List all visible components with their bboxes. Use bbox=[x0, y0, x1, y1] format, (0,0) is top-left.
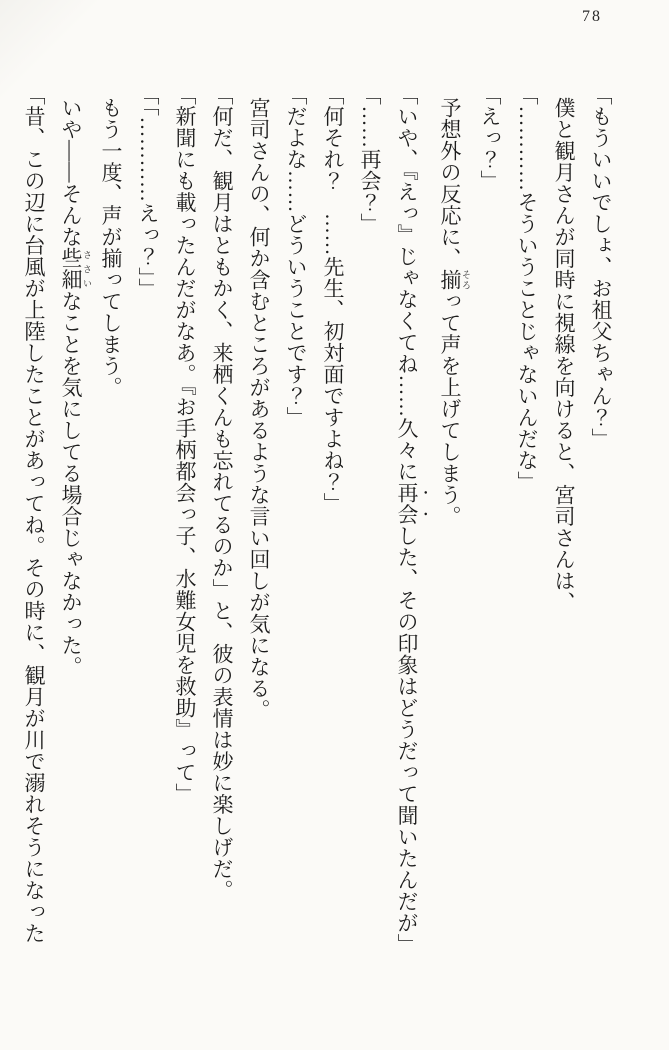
ruby-annotated-text: 些細 ささい bbox=[59, 247, 92, 291]
paragraph: もう一度、声が揃ってしまう。 bbox=[99, 96, 123, 398]
paragraph: 予想外の反応に、揃 そろって声を上げてしまう。 bbox=[438, 96, 471, 527]
paragraph: 「だよな……どういうことです？」 bbox=[284, 84, 308, 428]
paragraph: 僕と観月さんが同時に視線を向けると、宮司さんは、 bbox=[552, 96, 576, 613]
paragraph: いや――そんな些細 ささいなことを気にしてる場合じゃなかった。 bbox=[59, 96, 92, 678]
ruby-annotated-text: 揃 そろ bbox=[438, 268, 471, 291]
paragraph: 「いや、『えっ』じゃなくてね……久々に再会した、その印象はどうだって聞いたんだが」 bbox=[395, 84, 419, 955]
emphasized-text: 再会 bbox=[395, 482, 419, 525]
paragraph: 「…………そういうことじゃないんだな」 bbox=[515, 84, 539, 493]
paragraph: 「「…………えっ？」」 bbox=[136, 84, 160, 300]
paragraph: 「もういいでしょ、お祖父ちゃん？」 bbox=[589, 84, 613, 450]
paragraph: 「……再会？」 bbox=[358, 84, 382, 235]
paragraph: 宮司さんの、何か含むところがあるような言い回しが気になる。 bbox=[247, 96, 271, 721]
paragraph: 「昔、この辺に台風が上陸したことがあってね。その時に、観月が川で溺れそうになった bbox=[22, 84, 46, 944]
paragraph: 「新聞にも載ったんだがなあ。『お手柄都会っ子、水難女児を救助』って」 bbox=[173, 84, 197, 805]
text-block bbox=[22, 84, 619, 1029]
paragraph: 「何それ？ ……先生、初対面ですよね？」 bbox=[321, 84, 345, 514]
paragraph: 「何だ、観月はともかく、来栖くんも忘れてるのか」と、彼の表情は妙に楽しげだ。 bbox=[210, 84, 234, 901]
page-number: 78 bbox=[582, 8, 602, 25]
paragraph: 「えっ？」 bbox=[478, 84, 502, 192]
